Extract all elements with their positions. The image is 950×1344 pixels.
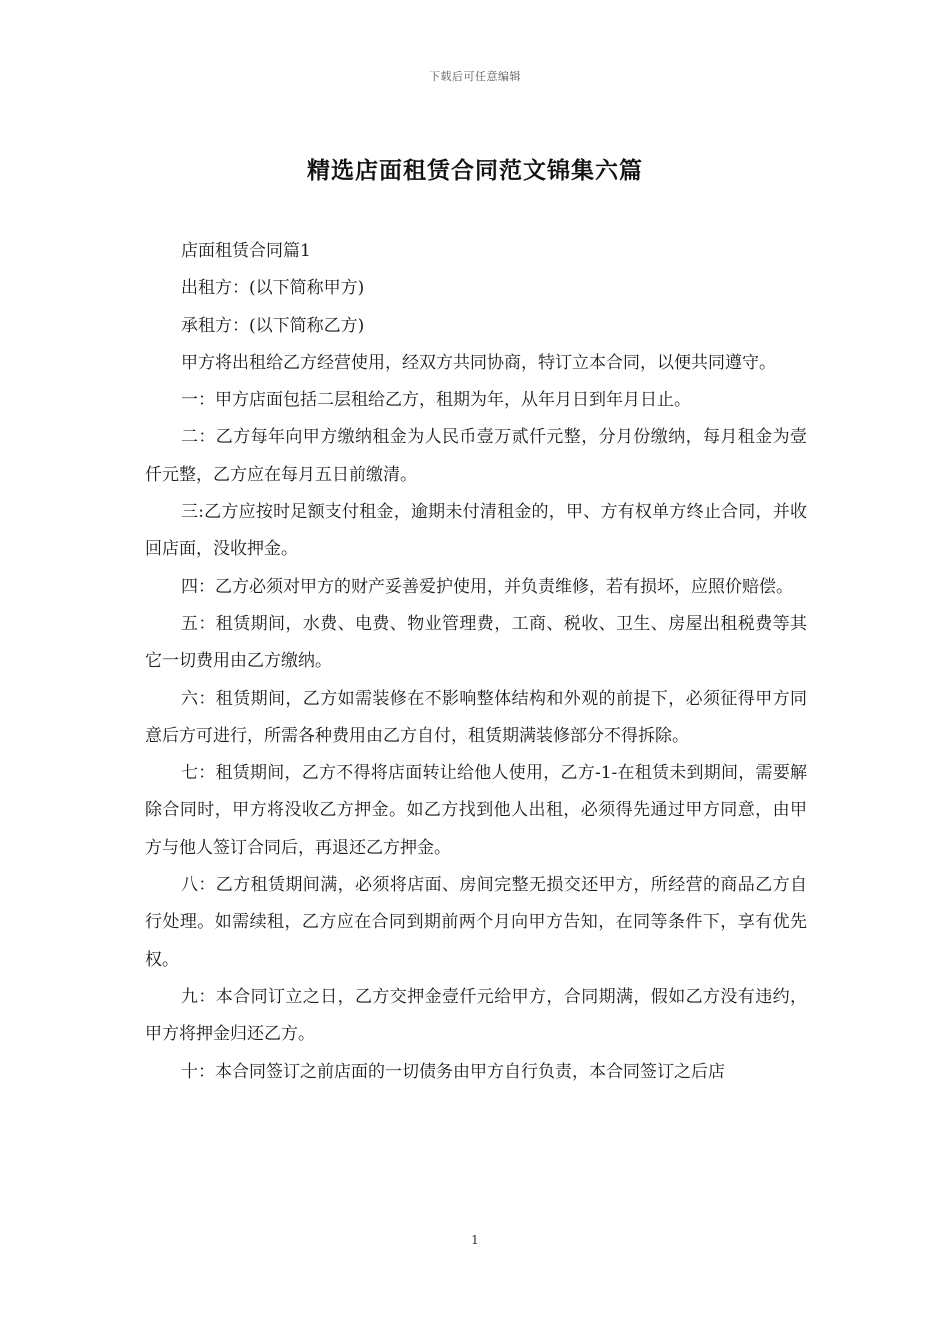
paragraph-clause-1: 一：甲方店面包括二层租给乙方，租期为年，从年月日到年月日止。 — [181, 390, 691, 411]
paragraph-lessor: 出租方：(以下简称甲方) — [181, 278, 365, 299]
paragraph-clause-6: 六：租赁期间，乙方如需装修在不影响整体结构和外观的前提下，必须征得甲方同意后方可进行，所需各种费用由乙方自付，租赁期满装修部分不得拆除。 — [145, 688, 807, 746]
paragraph-clause-9: 九：本合同订立之日，乙方交押金壹仟元给甲方，合同期满，假如乙方没有违约，甲方将押金归还乙方。 — [145, 986, 807, 1045]
document-title: 精选店面租赁合同范文锦集六篇 — [307, 157, 643, 184]
paragraph-clause-7: 七：租赁期间，乙方不得将店面转让给他人使用，乙方-1-在租赁未到期间，需要解除合同时，甲方将没收乙方押金。如乙方找到他人出租，必须得先通过甲方同意，由甲方与他人签订合同后，再退还乙方押金。 — [145, 763, 807, 858]
paragraph-clause-3: 三:乙方应按时足额支付租金，逾期未付清租金的，甲、方有权单方终止合同，并收回店面，没收押金。 — [145, 502, 807, 560]
paragraph-clause-2: 二：乙方每年向甲方缴纳租金为人民币壹万贰仟元整，分月份缴纳，每月租金为壹仟元整，乙方应在每月五日前缴清。 — [145, 427, 807, 485]
paragraph-clause-10: 十：本合同签订之前店面的一切债务由甲方自行负责，本合同签订之后店 — [181, 1061, 725, 1082]
paragraph-clause-8: 八：乙方租赁期间满，必须将店面、房间完整无损交还甲方，所经营的商品乙方自行处理。如需续租，乙方应在合同到期前两个月向甲方告知，在同等条件下，享有优先权。 — [145, 875, 807, 970]
page-number: 1 — [471, 1233, 479, 1247]
document-body — [145, 233, 807, 1091]
paragraph-clause-5: 五：租赁期间，水费、电费、物业管理费，工商、税收、卫生、房屋出租税费等其它一切费用由乙方缴纳。 — [145, 613, 807, 672]
header-note: 下载后可任意编辑 — [429, 70, 521, 83]
paragraph-clause-4: 四：乙方必须对甲方的财产妥善爱护使用，并负责维修，若有损坏，应照价赔偿。 — [181, 576, 793, 597]
paragraph-preamble: 甲方将出租给乙方经营使用，经双方共同协商，特订立本合同，以便共同遵守。 — [181, 352, 776, 373]
paragraph-section-heading: 店面租赁合同篇1 — [181, 241, 311, 261]
paragraph-lessee: 承租方：(以下简称乙方) — [181, 315, 365, 336]
